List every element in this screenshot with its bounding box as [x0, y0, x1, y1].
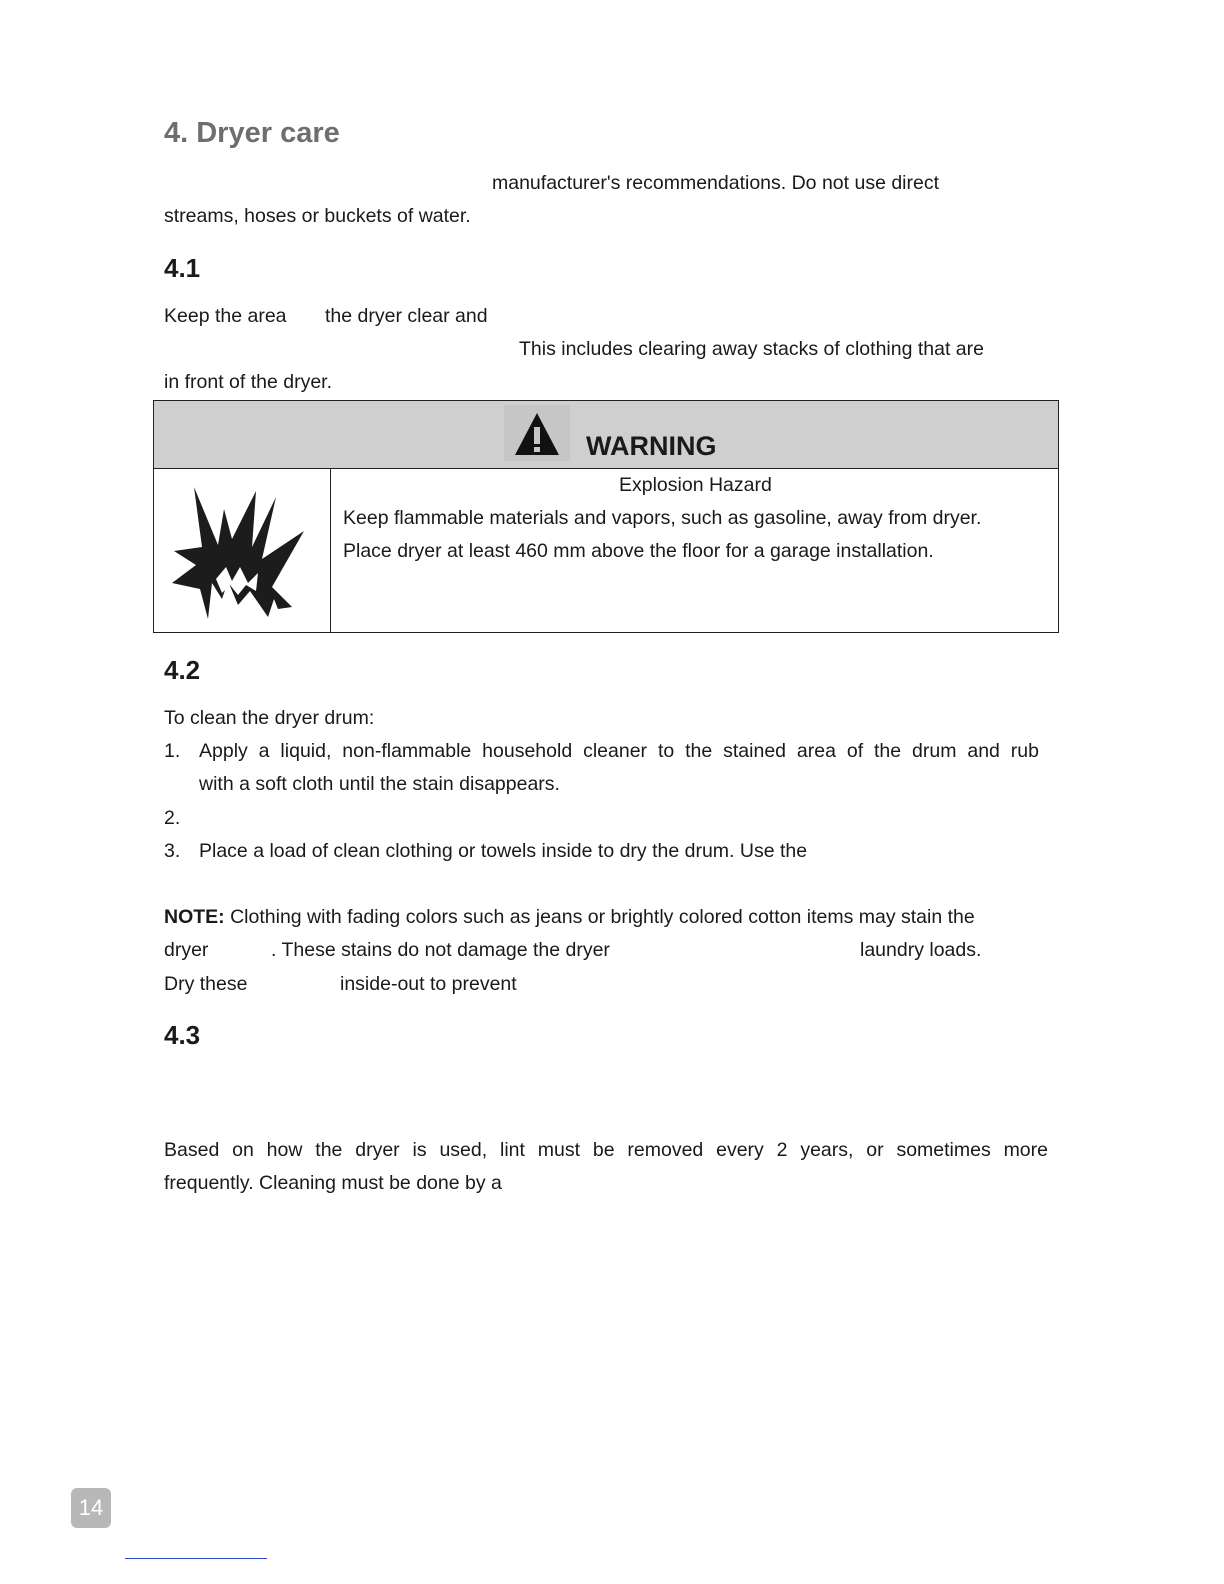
- footer-line: [125, 1558, 267, 1559]
- note-line-3-b: inside-out to prevent: [340, 973, 517, 995]
- note-line-2-b: . These stains do not damage the dryer: [271, 939, 610, 961]
- section-4-1-text-3: in front of the dryer.: [164, 371, 333, 393]
- section-4-1-text-a: Keep the area: [164, 305, 287, 327]
- intro-line-1: manufacturer's recommendations. Do not use direct: [492, 172, 940, 194]
- section-4-2-heading: 4.2: [164, 655, 201, 685]
- section-4-1-text-2: This includes clearing away stacks of clothing that are: [519, 338, 984, 360]
- warning-box: [153, 400, 1059, 633]
- warning-divider: [330, 468, 331, 632]
- note-line-2-c: laundry loads.: [860, 939, 982, 961]
- page-number-badge: 14: [71, 1488, 111, 1528]
- section-4-3-line-2: frequently. Cleaning must be done by a: [164, 1172, 502, 1194]
- section-4-1-heading: 4.1: [164, 253, 201, 283]
- warning-header: [154, 401, 1058, 469]
- step-number: 2.: [164, 807, 181, 829]
- warning-hazard: Explosion Hazard: [619, 474, 772, 496]
- warning-triangle-icon: [504, 405, 570, 461]
- note-text: Clothing with fading colors such as jeans or brightly colored cotton items may stain the: [230, 906, 975, 928]
- note-label: NOTE:: [164, 906, 225, 928]
- note-line-3-a: Dry these: [164, 973, 248, 995]
- page-title: 4. Dryer care: [164, 117, 340, 149]
- step-number: 3.: [164, 840, 181, 862]
- step-1-line-1: Apply a liquid, non-flammable household cleaner to the stained area of the drum and rub: [199, 740, 1039, 762]
- section-4-3-line-1: Based on how the dryer is used, lint must be removed every 2 years, or sometimes more: [164, 1139, 1048, 1161]
- section-4-2-intro: To clean the dryer drum:: [164, 707, 375, 729]
- warning-line-2: Place dryer at least 460 mm above the floor for a garage installation.: [343, 540, 934, 562]
- warning-line-1: Keep flammable materials and vapors, such as gasoline, away from dryer.: [343, 507, 982, 529]
- intro-line-2: streams, hoses or buckets of water.: [164, 205, 471, 227]
- section-4-1-text-b: the dryer clear and: [325, 305, 488, 327]
- note-line-1: [164, 906, 975, 929]
- note-line-2-a: dryer: [164, 939, 209, 961]
- warning-title: WARNING: [586, 431, 717, 461]
- step-1-line-2: with a soft cloth until the stain disappears.: [199, 773, 560, 795]
- section-4-3-heading: 4.3: [164, 1020, 201, 1050]
- step-3-line-1: Place a load of clean clothing or towels inside to dry the drum. Use the: [199, 840, 808, 862]
- explosion-icon: [172, 487, 306, 627]
- step-number: 1.: [164, 740, 181, 762]
